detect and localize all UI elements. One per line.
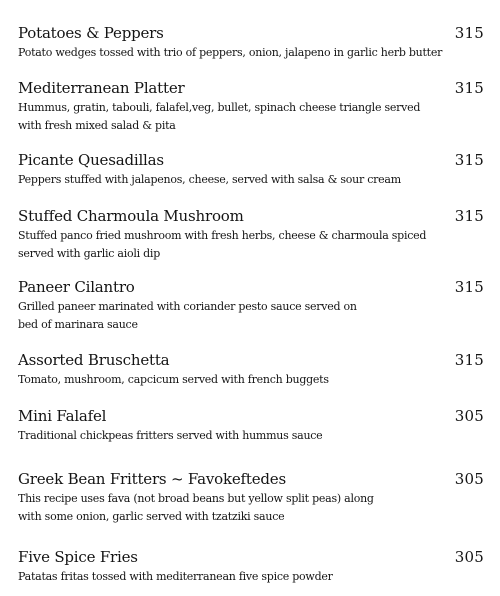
description-line: with some onion, garlic served with tzatziki sauce bbox=[18, 510, 285, 523]
description-line: Potato wedges tossed with trio of peppers, onion, jalapeno in garlic herb butter bbox=[18, 46, 443, 59]
description-line: Hummus, gratin, tabouli, falafel,veg, bullet, spinach cheese triangle served bbox=[18, 101, 421, 114]
item-price: 315 bbox=[454, 24, 484, 42]
item-name: Stuffed Charmoula Mushroom bbox=[18, 207, 244, 225]
item-name: Mini Falafel bbox=[18, 407, 107, 425]
description-line: Tomato, mushroom, capcicum served with french buggets bbox=[18, 373, 329, 386]
description-line: Traditional chickpeas fritters served with hummus sauce bbox=[18, 429, 323, 442]
item-description bbox=[18, 568, 468, 586]
description-line: This recipe uses fava (not broad beans but yellow split peas) along bbox=[18, 492, 374, 505]
item-name: Picante Quesadillas bbox=[18, 151, 164, 169]
item-name: Potatoes & Peppers bbox=[18, 24, 164, 42]
description-line: Peppers stuffed with jalapenos, cheese, served with salsa & sour cream bbox=[18, 173, 401, 186]
description-line: Patatas fritas tossed with mediterranean five spice powder bbox=[18, 570, 333, 583]
description-line: served with garlic aioli dip bbox=[18, 247, 160, 260]
item-description bbox=[18, 227, 468, 263]
item-price: 315 bbox=[454, 79, 484, 97]
item-price: 305 bbox=[454, 548, 484, 566]
item-name: Assorted Bruschetta bbox=[18, 351, 170, 369]
item-price: 315 bbox=[454, 351, 484, 369]
item-name: Mediterranean Platter bbox=[18, 79, 185, 97]
description-line: Grilled paneer marinated with coriander pesto sauce served on bbox=[18, 300, 357, 313]
item-description bbox=[18, 44, 468, 62]
item-price: 315 bbox=[454, 278, 484, 296]
item-name: Five Spice Fries bbox=[18, 548, 138, 566]
item-price: 305 bbox=[454, 407, 484, 425]
item-name: Greek Bean Fritters ~ Favokeftedes bbox=[18, 470, 286, 488]
item-price: 305 bbox=[454, 470, 484, 488]
item-name: Paneer Cilantro bbox=[18, 278, 135, 296]
description-line: bed of marinara sauce bbox=[18, 318, 138, 331]
description-line: Stuffed panco fried mushroom with fresh herbs, cheese & charmoula spiced bbox=[18, 229, 427, 242]
item-price: 315 bbox=[454, 151, 484, 169]
item-price: 315 bbox=[454, 207, 484, 225]
item-description bbox=[18, 171, 468, 189]
item-description bbox=[18, 99, 468, 135]
item-description bbox=[18, 298, 468, 334]
description-line: with fresh mixed salad & pita bbox=[18, 119, 176, 132]
item-description bbox=[18, 427, 468, 445]
item-description bbox=[18, 490, 468, 526]
item-description bbox=[18, 371, 468, 389]
